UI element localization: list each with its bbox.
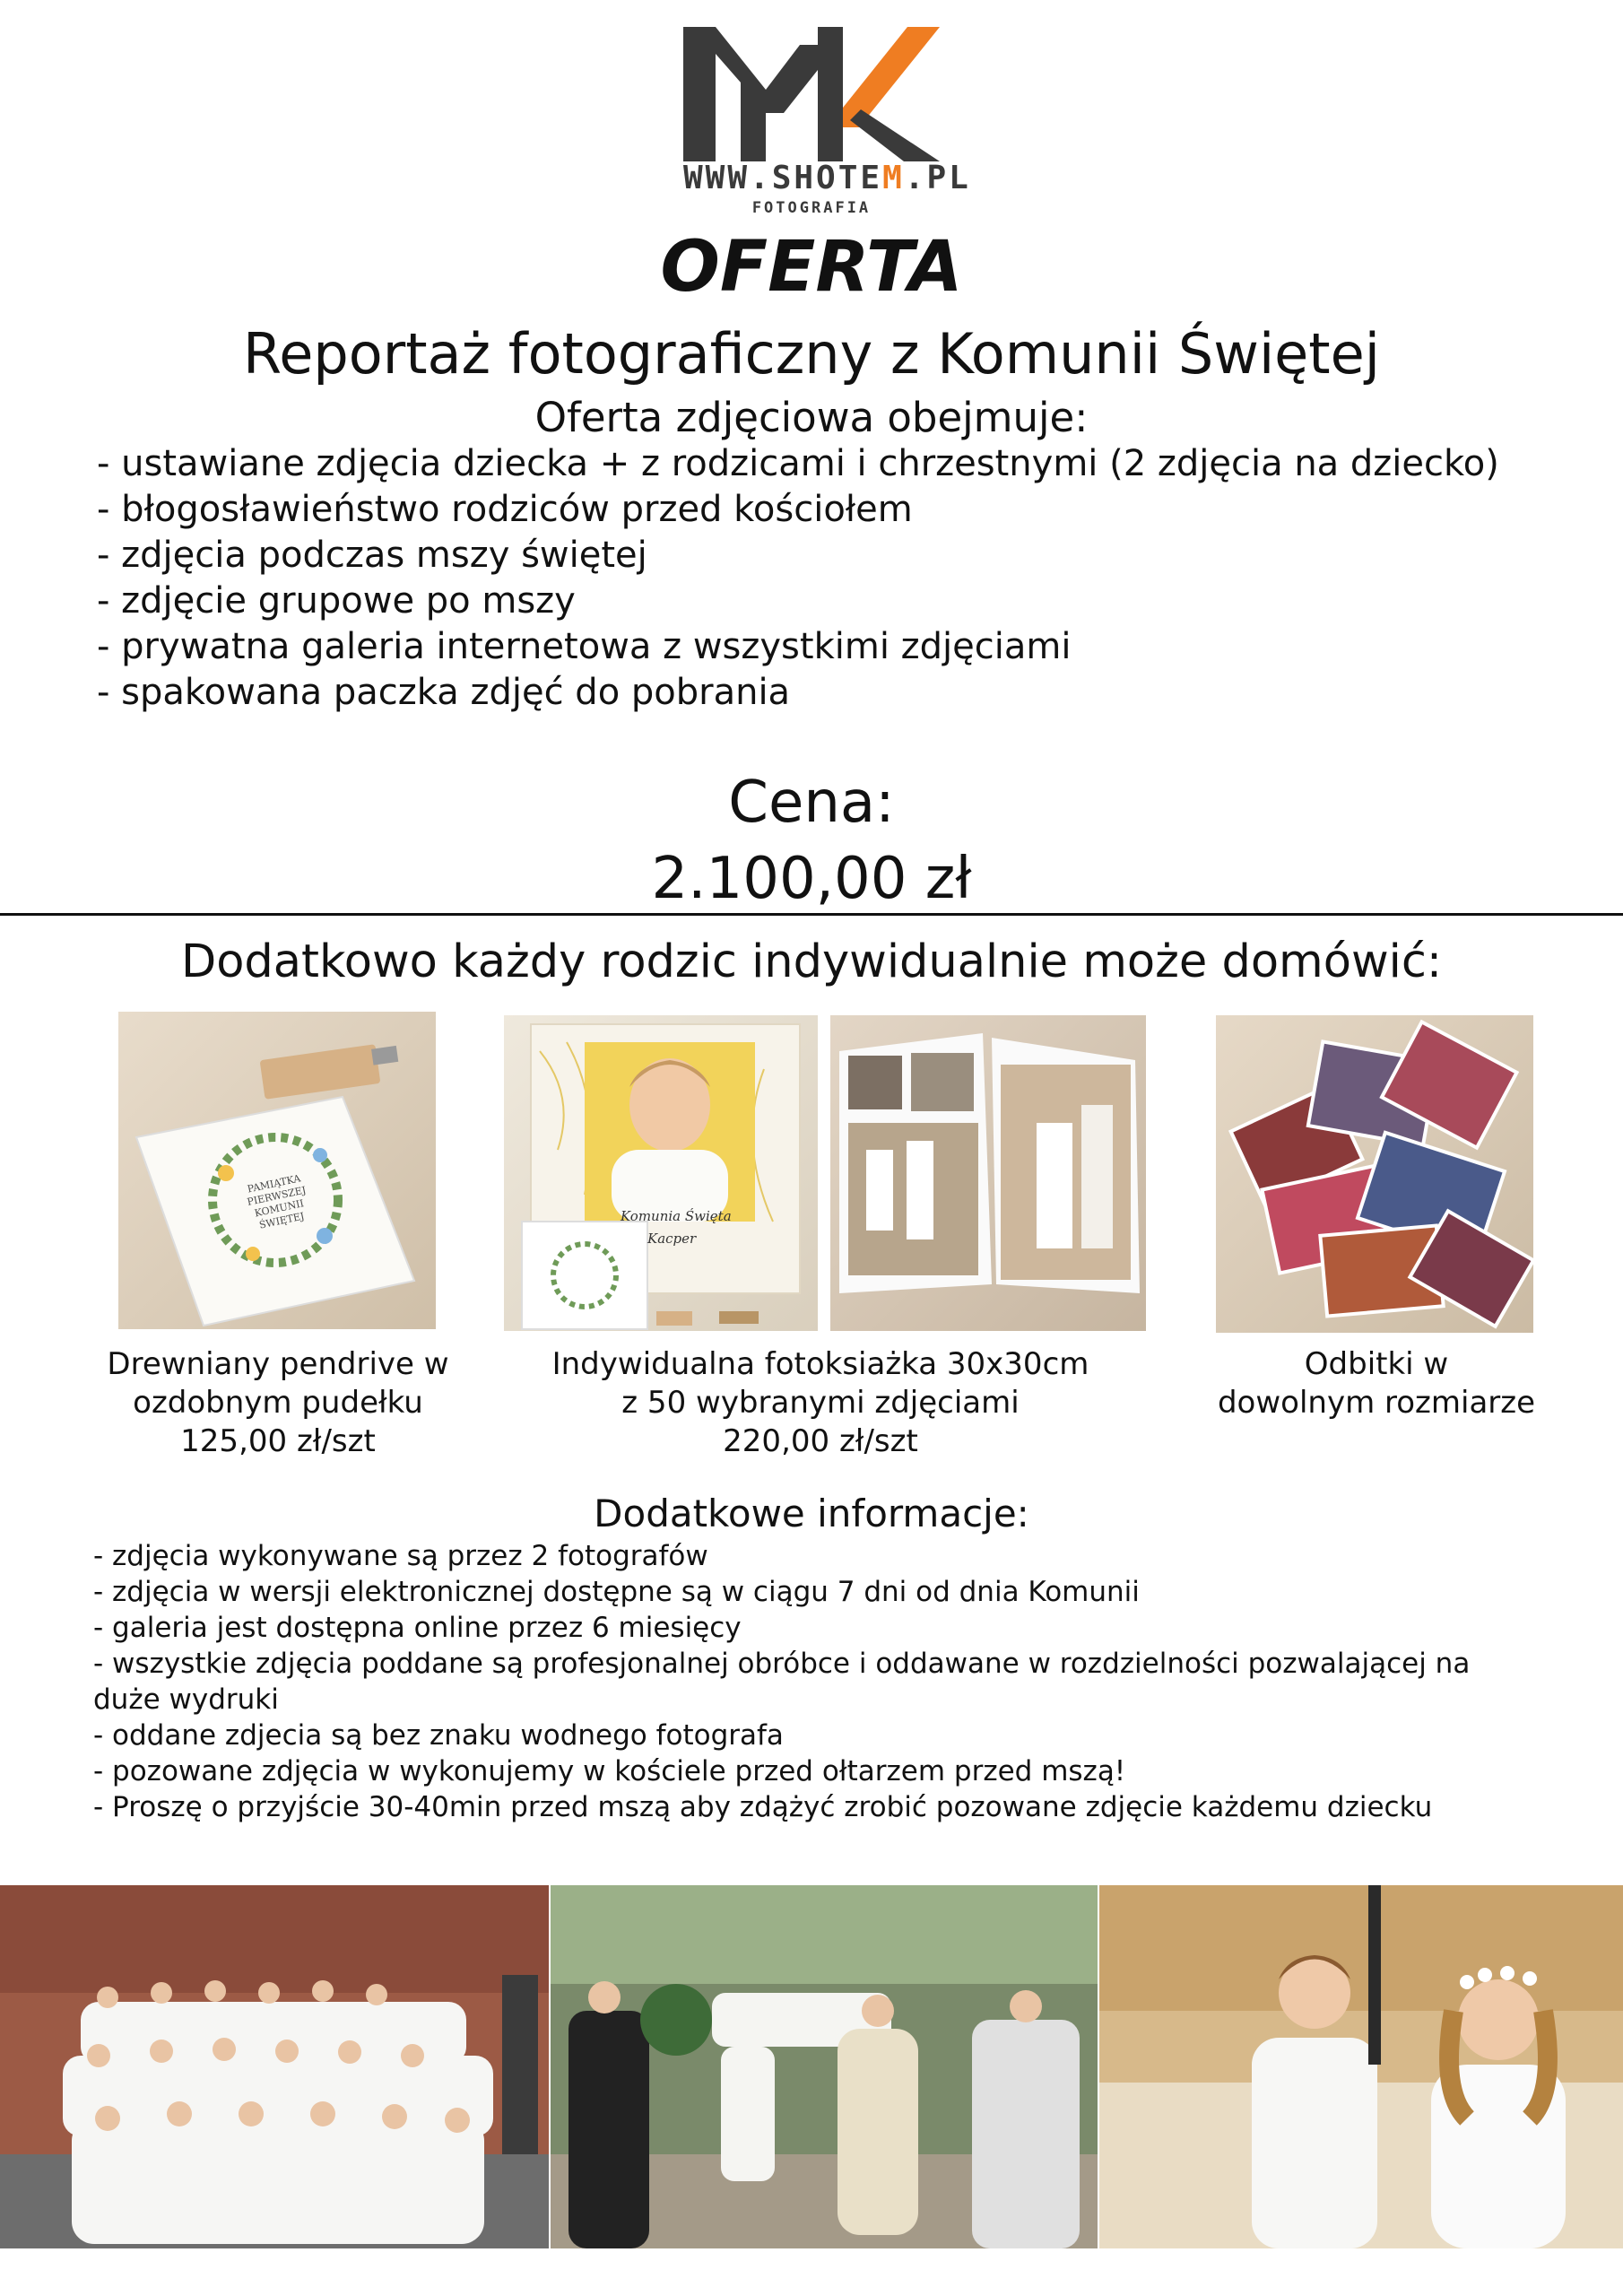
mk-monogram-icon: [683, 27, 940, 161]
list-item: - pozowane zdjęcia w wykonujemy w kościele przed ołtarzem przed mszą!: [93, 1755, 1126, 1787]
photobook-price: 220,00 zł/szt: [723, 1423, 918, 1459]
pendrive-photo: [118, 1012, 436, 1329]
photobook-cover-name: Kacper: [647, 1231, 697, 1247]
procession-photo: [551, 1885, 1098, 2248]
logo: [683, 27, 971, 217]
page-title: OFERTA: [660, 227, 963, 308]
list-item: - oddane zdjecia są bez znaku wodnego fotografa: [93, 1719, 784, 1752]
list-item: - zdjęcia wykonywane są przez 2 fotografów: [93, 1540, 708, 1572]
pendrive-box-text: PAMIĄTKA PIERWSZEJ KOMUNII ŚWIĘTEJ: [246, 1172, 308, 1231]
photobook-caption-line: Indywidualna fotoksiażka 30x30cm: [551, 1346, 1089, 1382]
list-item: - Proszę o przyjście 30-40min przed mszą aby zdążyć zrobić pozowane zdjęcie każdemu dziecku: [93, 1791, 1433, 1823]
pendrive-caption: [81, 1345, 475, 1461]
info-list: [93, 1538, 1528, 1825]
list-item: - wszystkie zdjęcia poddane są profesjonalnej obróbce i oddawane w rozdzielności pozwalającej na duże wydruki: [93, 1648, 1471, 1716]
pendrive-caption-line: ozdobnym pudełku: [133, 1385, 423, 1421]
prints-caption: [1193, 1345, 1560, 1422]
logo-subtitle: FOTOGRAFIA: [751, 199, 872, 217]
prints-photo: [1216, 1015, 1533, 1333]
logo-url: WWW.SHOTEM.PL: [683, 160, 971, 196]
price-label: Cena:: [728, 770, 895, 836]
includes-heading: Oferta zdjęciowa obejmuje:: [534, 394, 1089, 441]
photobook-caption-line: z 50 wybranymi zdjęciami: [621, 1385, 1020, 1421]
list-item: - spakowana paczka zdjęć do pobrania: [97, 672, 791, 713]
list-item: - ustawiane zdjęcia dziecka + z rodzicami i chrzestnymi (2 zdjęcia na dziecko): [97, 443, 1499, 484]
pendrive-caption-line: Drewniany pendrive w: [107, 1346, 449, 1382]
photobook-cover-photo: [504, 1015, 818, 1331]
children-at-altar-photo: [1099, 1885, 1623, 2248]
list-item: - błogosławieństwo rodziców przed kościołem: [97, 489, 913, 530]
group-photo-church: [0, 1885, 549, 2248]
list-item: - zdjęcie grupowe po mszy: [97, 580, 576, 622]
prints-caption-line: dowolnym rozmiarze: [1217, 1385, 1536, 1421]
list-item: - zdjęcia podczas mszy świętej: [97, 535, 647, 576]
info-heading: Dodatkowe informacje:: [594, 1492, 1029, 1535]
extras-heading: Dodatkowo każdy rodzic indywidualnie może domówić:: [180, 935, 1443, 988]
list-item: - galeria jest dostępna online przez 6 miesięcy: [93, 1612, 742, 1644]
pendrive-price: 125,00 zł/szt: [180, 1423, 376, 1459]
page-subtitle: Reportaż fotograficzny z Komunii Świętej: [242, 321, 1380, 387]
divider: [0, 913, 1623, 916]
list-item: - prywatna galeria internetowa z wszystkimi zdjęciami: [97, 626, 1072, 667]
photobook-inside-photo: [830, 1015, 1146, 1331]
list-item: - zdjęcia w wersji elektronicznej dostępne są w ciągu 7 dni od dnia Komunii: [93, 1576, 1140, 1608]
photobook-caption: [538, 1345, 1103, 1461]
photobook-cover-text: Komunia Święta: [621, 1208, 732, 1224]
price-value: 2.100,00 zł: [651, 846, 972, 912]
prints-caption-line: Odbitki w: [1304, 1346, 1449, 1382]
includes-list: [97, 441, 1499, 716]
